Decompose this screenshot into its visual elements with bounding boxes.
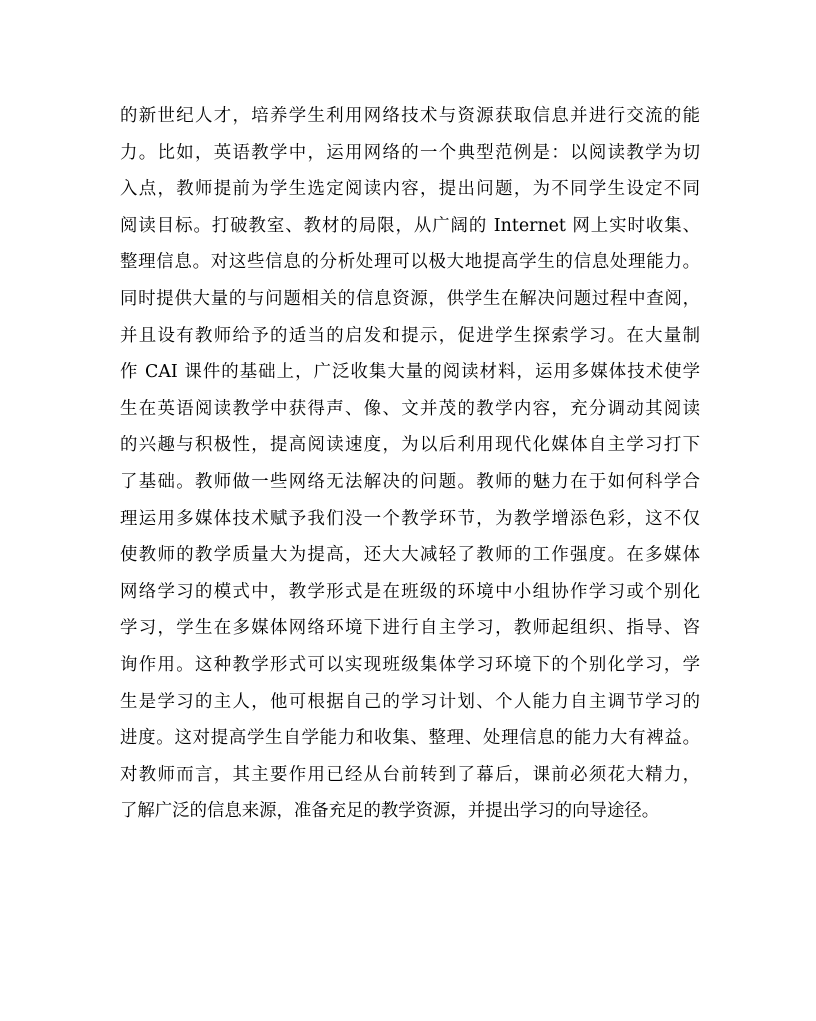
text-line: 作 CAI 课件的基础上，广泛收集大量的阅读材料，运用多媒体技术使学 xyxy=(120,362,700,383)
text-line: 学习，学生在多媒体网络环境下进行自主学习，教师起组织、指导、咨 xyxy=(120,618,700,639)
text-line: 了解广泛的信息来源，准备充足的教学资源，并提出学习的向导途径。 xyxy=(120,801,660,822)
text-line: 网络学习的模式中，教学形式是在班级的环境中小组协作学习或个别化 xyxy=(120,581,700,602)
text-line: 同时提供大量的与问题相关的信息资源，供学生在解决问题过程中查阅， xyxy=(120,288,700,309)
text-line: 进度。这对提高学生自学能力和收集、整理、处理信息的能力大有裨益。 xyxy=(120,728,700,749)
body-text xyxy=(120,98,700,830)
text-line: 整理信息。对这些信息的分析处理可以极大地提高学生的信息处理能力。 xyxy=(120,252,700,273)
text-line: 理运用多媒体技术赋予我们没一个教学环节，为教学增添色彩，这不仅 xyxy=(120,508,700,529)
text-line: 了基础。教师做一些网络无法解决的问题。教师的魅力在于如何科学合 xyxy=(120,471,700,492)
text-line: 力。比如，英语教学中，运用网络的一个典型范例是：以阅读教学为切 xyxy=(120,142,700,163)
text-line: 并且设有教师给予的适当的启发和提示，促进学生探索学习。在大量制 xyxy=(120,325,700,346)
text-line: 对教师而言，其主要作用已经从台前转到了幕后，课前必须花大精力， xyxy=(120,764,700,785)
text-line: 的新世纪人才，培养学生利用网络技术与资源获取信息并进行交流的能 xyxy=(120,106,700,126)
text-line: 的兴趣与积极性，提高阅读速度，为以后利用现代化媒体自主学习打下 xyxy=(120,435,700,456)
text-line: 入点，教师提前为学生选定阅读内容，提出问题，为不同学生设定不同 xyxy=(120,179,700,200)
text-line: 生是学习的主人，他可根据自己的学习计划、个人能力自主调节学习的 xyxy=(120,691,700,712)
text-line: 阅读目标。打破教室、教材的局限，从广阔的 Internet 网上实时收集、 xyxy=(120,215,700,236)
text-line: 询作用。这种教学形式可以实现班级集体学习环境下的个别化学习，学 xyxy=(120,654,700,675)
text-line: 生在英语阅读教学中获得声、像、文并茂的教学内容，充分调动其阅读 xyxy=(120,398,700,419)
text-line: 使教师的教学质量大为提高，还大大减轻了教师的工作强度。在多媒体 xyxy=(120,545,700,566)
